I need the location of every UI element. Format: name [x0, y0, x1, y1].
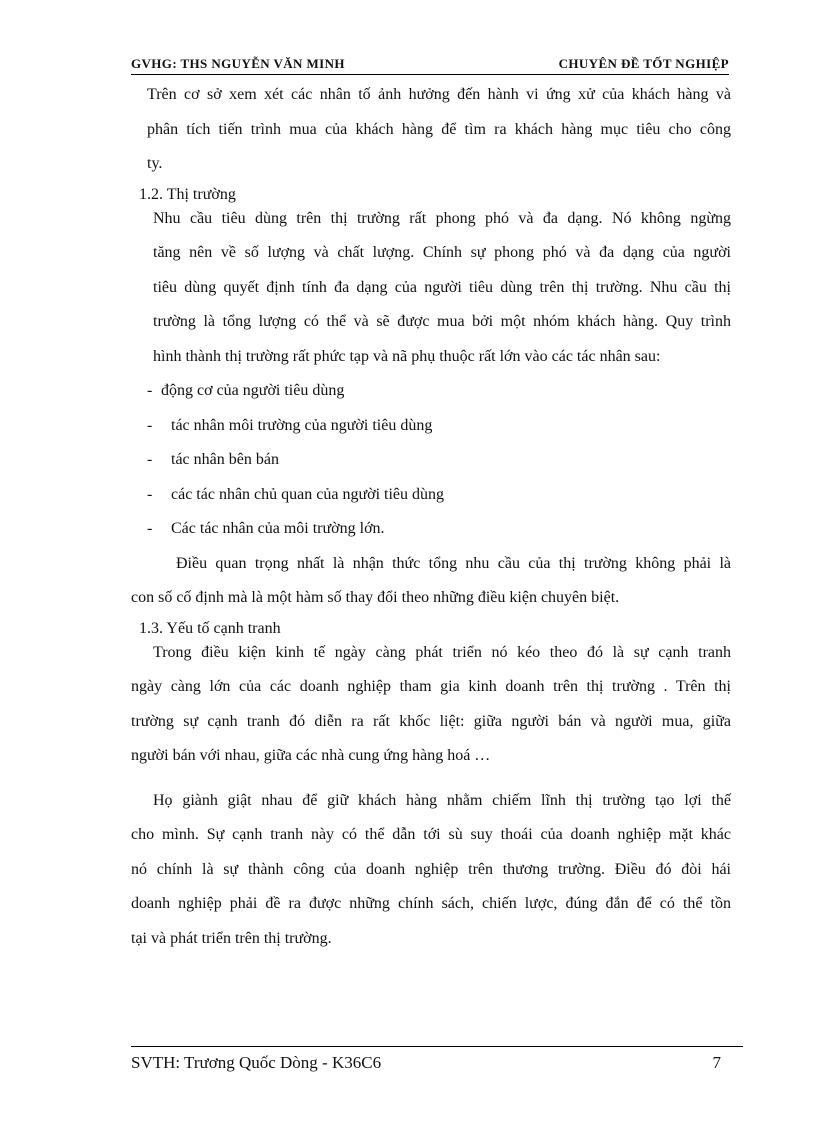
paragraph-line: ngày càng lớn của các doanh nghiệp tham gia kinh doanh trên thị trường . Trên thị [131, 678, 731, 695]
header-document-type: CHUYÊN ĐỀ TỐT NGHIỆP [558, 56, 729, 71]
paragraph-line: Nhu cầu tiêu dùng trên thị trường rất phong phó và đa dạng. Nó không ngừng [153, 209, 731, 227]
list-item-text: tác nhân bên bán [171, 451, 279, 468]
paragraph-line: người bán với nhau, giữa các nhà cung ứng hàng hoá … [131, 747, 491, 764]
paragraph-line: trường là tổng lượng có thể và sẽ được mua bởi một nhóm khách hàng. Quy trình [153, 313, 731, 330]
list-dash: - [147, 451, 153, 468]
page-number: 7 [712, 1053, 721, 1072]
paragraph-line: Điều quan trọng nhất là nhận thức tổng nhu cầu của thị trường không phải là [176, 554, 731, 572]
page-content [131, 78, 731, 956]
list-item-text: Các tác nhân của môi trường lớn. [171, 520, 385, 537]
list-item [131, 409, 731, 444]
list-dash: - [147, 416, 153, 434]
intro-line: Trên cơ sở xem xét các nhân tố ảnh hưởng đến hành vi ứng xử của khách hàng và [147, 86, 731, 103]
header-advisor: GVHG: THS NGUYỄN VĂN MINH [131, 56, 345, 71]
intro-line: ty. [147, 155, 163, 172]
list-item-text: các tác nhân chủ quan của người tiêu dùng [171, 485, 445, 503]
paragraph-line: tiêu dùng quyết định tính đa dạng của người tiêu dùng trên thị trường. Nhu cầu thị [153, 278, 731, 296]
list-item [131, 374, 731, 409]
paragraph-line: hình thành thị trường rất phức tạp và nã phụ thuộc rất lớn vào các tác nhân sau: [153, 347, 661, 365]
section-heading-market: 1.2. Thị trường [139, 185, 236, 203]
paragraph-line: cho mình. Sự cạnh tranh này có thể dẫn tới sù suy thoái của doanh nghiệp mặt khác [131, 826, 731, 843]
page-header [131, 52, 729, 75]
paragraph-line: nó chính là sự thành công của doanh nghiệp trên thương trường. Điều đó đòi hái [131, 860, 731, 878]
list-dash: - [147, 520, 153, 537]
footer-student: SVTH: Trương Quốc Dòng - K36C6 [131, 1053, 382, 1072]
paragraph-line: tại và phát triển trên thị trường. [131, 929, 332, 947]
list-item [131, 512, 731, 547]
intro-line: phân tích tiến trình mua của khách hàng để tìm ra khách hàng mục tiêu cho công [147, 120, 731, 138]
list-item-text: động cơ của người tiêu dùng [161, 382, 345, 399]
paragraph-line: Trong điều kiện kinh tế ngày càng phát triển nó kéo theo đó là sự cạnh tranh [153, 643, 731, 661]
paragraph-line: trường sự cạnh tranh đó diễn ra rất khốc liệt: giữa người bán và người mua, giữa [131, 712, 731, 730]
section-heading-competition: 1.3. Yếu tố cạnh tranh [139, 619, 281, 637]
list-item-text: tác nhân môi trường của người tiêu dùng [171, 416, 433, 434]
list-item [131, 443, 731, 478]
page-footer [131, 1046, 743, 1077]
paragraph-line: Họ giành giật nhau để giữ khách hàng nhằm chiếm lĩnh thị trường tạo lợi thế [153, 791, 731, 809]
list-dash: - [147, 382, 153, 399]
paragraph-gap [131, 774, 731, 784]
list-dash: - [147, 485, 153, 503]
paragraph-line: doanh nghiệp phải đề ra được những chính sách, chiến lược, đúng đắn để có thể tồn [131, 895, 731, 912]
paragraph-line: tăng nên về số lượng và chất lượng. Chính sự phong phó và đa dạng của người [153, 244, 731, 261]
paragraph-line: con số cố định mà là một hàm số thay đổi theo những điều kiện chuyên biệt. [131, 589, 620, 606]
list-item [131, 478, 731, 513]
